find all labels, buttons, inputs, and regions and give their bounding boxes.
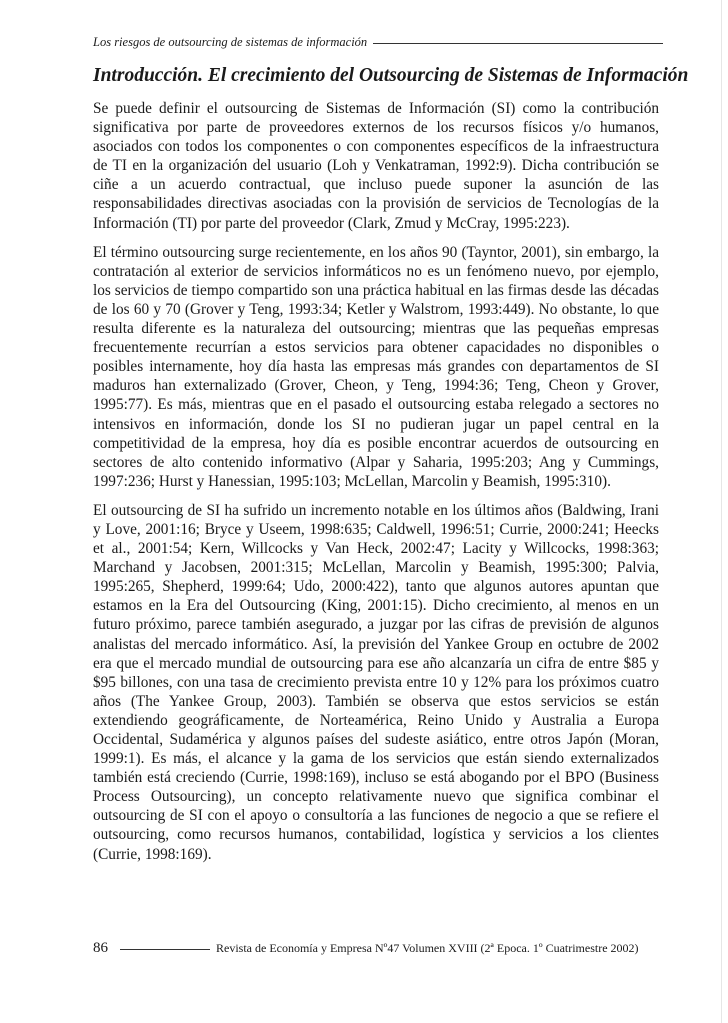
- body-text: [93, 99, 659, 874]
- journal-citation: Revista de Economía y Empresa Nº47 Volumen XVIII (2ª Epoca. 1º Cuatrimestre 2002): [216, 941, 639, 955]
- paragraph-2: El término outsourcing surge recientemente, en los años 90 (Tayntor, 2001), sin embargo, la contratación al exterior de servicios informáticos no es un fenómeno nuevo, por ejemplo, los servicios de tiempo compartido son una práctica habitual en las firmas desde las décadas de los 60 y 70 (Grover y Teng, 1993:34; Ketler y Walstrom, 1993:449). No obstante, lo que resulta diferente es la naturaleza del outsourcing; mientras que las pequeñas empresas frecuentemente recurrían a estos servicios para obtener capacidades no disponibles o posibles internamente, hoy día hasta las empresas más grandes con departamentos de SI maduros han externalizado (Grover, Cheon, y Teng, 1994:36; Teng, Cheon y Grover, 1995:77). Es más, mientras que en el pasado el outsourcing estaba relegado a sectores no intensivos en información, donde los SI no pudieran jugar un papel central en la competitividad de la empresa, hoy día es posible encontrar acuerdos de outsourcing en sectores de alto contenido informativo (Alpar y Saharia, 1995:203; Ang y Cummings, 1997:236; Hurst y Hanessian, 1995:103; McLellan, Marcolin y Beamish, 1995:310).: [93, 243, 659, 490]
- paragraph-3: El outsourcing de SI ha sufrido un incremento notable en los últimos años (Baldwing, Irani y Love, 2001:16; Bryce y Useem, 1998:635; Caldwell, 1996:51; Currie, 2000:241; Heecks et al., 2001:54; Kern, Willcocks y Van Heck, 2002:47; Lacity y Willcocks, 1998:363; Marchand y Jacobsen, 2001:315; McLellan, Marcolin y Beamish, 1995:300; Palvia, 1995:265, Shepherd, 1999:64; Udo, 2000:422), tanto que algunos autores apuntan que estamos en la Era del Outsourcing (King, 2001:15). Dicho crecimiento, al menos en un futuro próximo, parece también asegurado, a juzgar por las cifras de previsión de algunos analistas del mercado informático. Así, la previsión del Yankee Group en octubre de 2002 era que el mercado mundial de outsourcing para ese año alcanzaría un cifra de entre $85 y $95 billones, con una tasa de crecimiento prevista entre 10 y 12% para los próximos cuatro años (The Yankee Group, 2003). También se observa que estos servicios se están extendiendo geográficamente, de Norteamérica, Reino Unido y Australia a Europa Occidental, Sudamérica y algunos países del sudeste asiático, entre otros Japón (Moran, 1999:1). Es más, el alcance y la gama de los servicios que están siendo externalizados también está creciendo (Currie, 1998:169), incluso se está abogando por el BPO (Business Process Outsourcing), un concepto relativamente nuevo que significa combinar el outsourcing de SI con el apoyo o consultoría a las funciones de negocio a que se refiere el outsourcing, como recursos humanos, contabilidad, logística y servicios a los clientes (Currie, 1998:169).: [93, 501, 659, 863]
- paragraph-1: Se puede definir el outsourcing de Sistemas de Información (SI) como la contribución significativa por parte de proveedores externos de los recursos físicos y/o humanos, asociados con todos los componentes o con componentes específicos de la infraestructura de TI en la organización del usuario (Loh y Venkatraman, 1992:9). Dicha contribución se ciñe a un acuerdo contractual, que incluso puede suponer la asunción de las responsabilidades directivas asociadas con la provisión de servicios de Tecnologías de la Información (TI) por parte del proveedor (Clark, Zmud y McCray, 1995:223).: [93, 100, 659, 232]
- section-title: Introducción. El crecimiento del Outsourcing de Sistemas de Información: [93, 65, 689, 86]
- scan-edge-line: [721, 0, 722, 1023]
- footer-rule: [120, 949, 210, 950]
- page-footer: [93, 940, 665, 957]
- running-header-title: Los riesgos de outsourcing de sistemas de información: [93, 35, 368, 49]
- page-number: 86: [93, 940, 108, 956]
- running-header: [93, 35, 663, 50]
- header-rule: [373, 43, 663, 44]
